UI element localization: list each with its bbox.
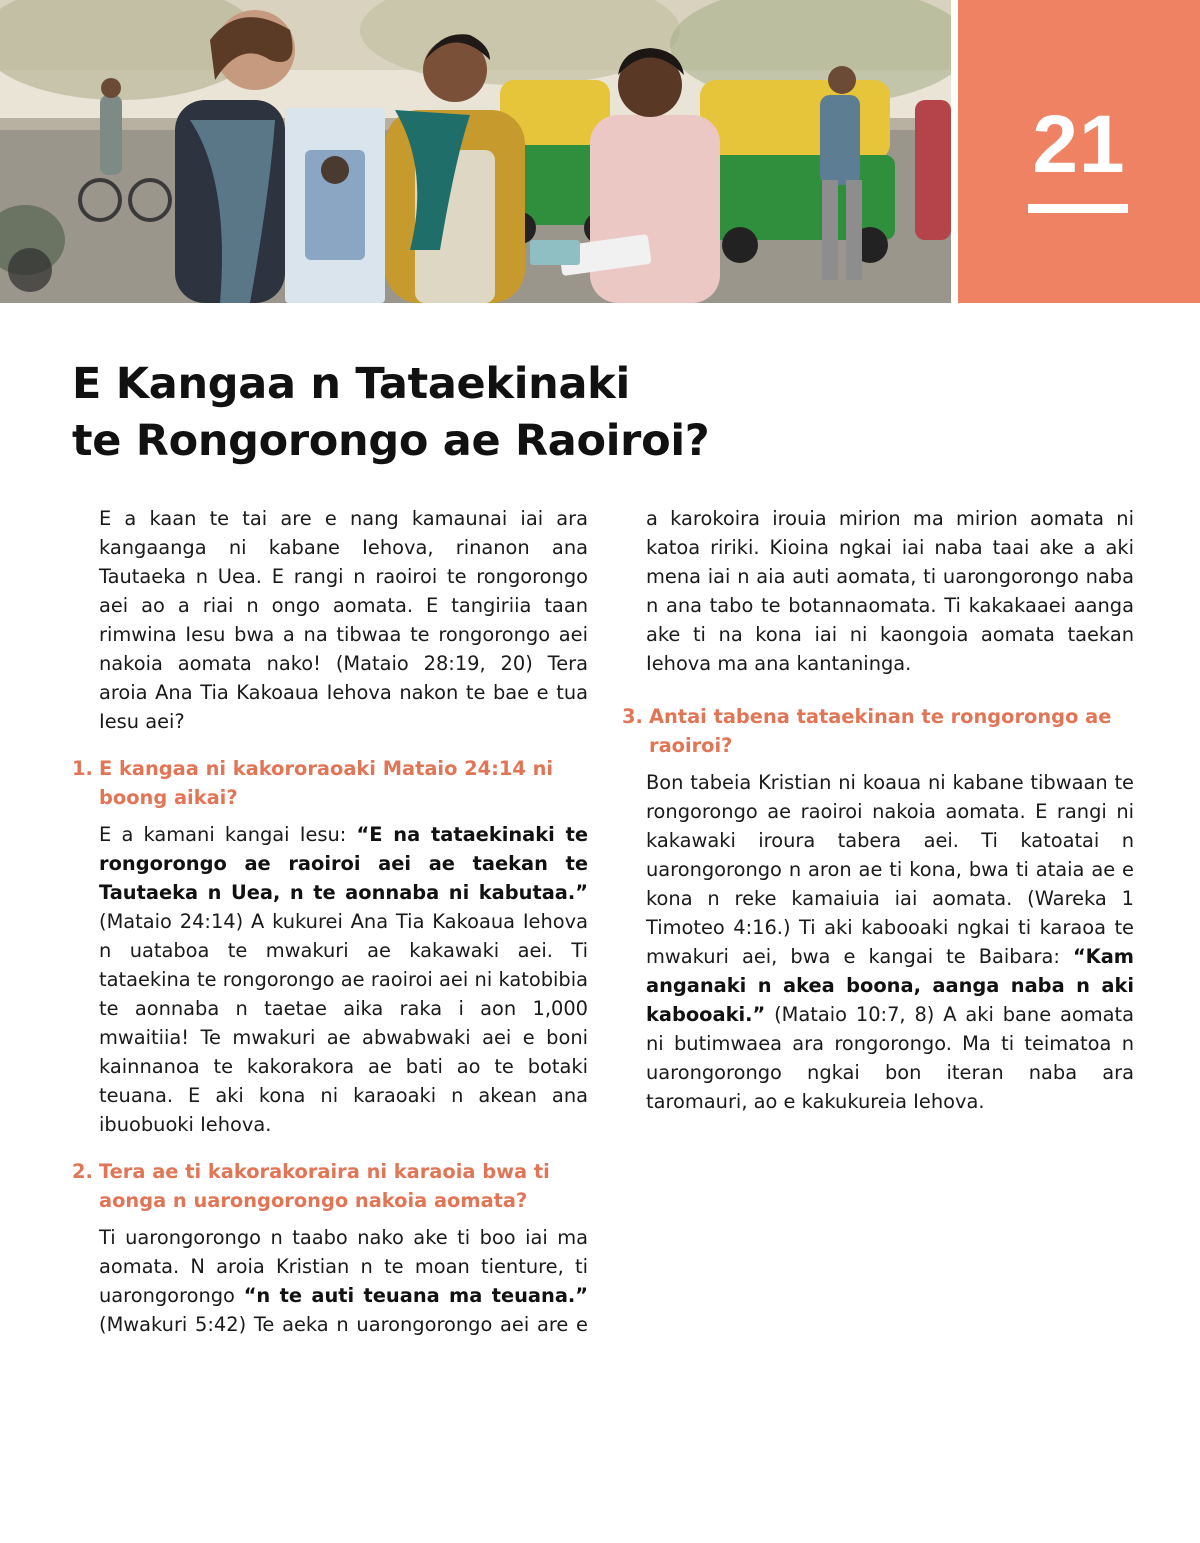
section-3-text-b: (Mataio 10:7, 8) A aki bane aomata ni butimwaea ara rongorongo. Ma ti teimatoa n uarongorongo ngkai bon iteran naba ara taromauri, ao e kakukureia Iehova. (646, 1003, 1134, 1113)
section-2-continuation-text: a karokoira irouia mirion ma mirion aomata ni katoa ririki. Kioina ngkai iai naba taai ake a aki mena iai n aia auti aomata, ti uarongorongo naba n ana tabo te botannaomata. Ti kakakaaei aanga ake ti na kona iai ni kaongoia aomata taekan Iehova ma ana kantaninga. (646, 507, 1134, 675)
right-column (622, 504, 1134, 1116)
section-1-paragraph (72, 820, 588, 1139)
section-1-text-b: (Mataio 24:14) A kukurei Ana Tia Kakoaua Iehova n uataboa te mwakuri ae kakawaki aei. Ti tataekina te rongorongo ae raoiroi aei ni katobibia te aonnaba n taetae aika raka i aon 1,000 mwaitiia! Te mwakuri ae abwabwaki aei e boni kainnanoa te kakorakora ae bati ao te botaki teuana. E aki kona ni karaoaki n akean ana ibuobuoki Iehova. (99, 910, 588, 1136)
section-2-text-a: Ti uarongorongo n taabo nako ake ti boo iai ma aomata. N aroia Kristian n te moan tienture, ti uarongorongo (99, 1226, 588, 1307)
section-1-question (72, 754, 588, 812)
left-column (72, 504, 588, 1339)
title-line-2: te Rongorongo ae Raoiroi? (72, 416, 710, 466)
section-2-text-b: (Mwakuri 5:42) Te aeka n uarongorongo aei are e (99, 1313, 588, 1336)
section-3-number: 3. (622, 705, 643, 728)
section-2-continuation (622, 504, 1134, 678)
lesson-number: 21 (1032, 99, 1126, 190)
section-3-question (622, 702, 1134, 760)
section-2-number: 2. (72, 1160, 93, 1183)
section-3-text-a: Bon tabeia Kristian ni koaua ni kabane tibwaan te rongorongo ae raoiroi nakoia aomata. E rangi ni kakawaki iroura tabera aei. Ti katoatai n uarongorongo n aron ae ti kona, bwa ti ataia ae e kona n reke kamaiuia iai aomata. (Wareka 1 Timoteo 4:16.) Ti aki kabooaki ngkai ti karaoa te mwakuri aei, bwa e kangai te Baibara: (646, 771, 1134, 968)
title-line-1: E Kangaa n Tataekinaki (72, 359, 630, 409)
section-1-quote: “E na tataekinaki te rongorongo ae raoiroi aei ae taekan te Tautaeka n Uea, n te aonnaba ni kabutaa.” (99, 823, 588, 904)
section-2-question-text: Tera ae ti kakorakoraira ni karaoia bwa ti aonga n uarongorongo nakoia aomata? (99, 1160, 550, 1212)
section-1-question-text: E kangaa ni kakororaoaki Mataio 24:14 ni boong aikai? (99, 757, 554, 809)
street-scene-image (0, 0, 951, 303)
section-3-paragraph (622, 768, 1134, 1116)
section-2-quote: “n te auti teuana ma teuana.” (243, 1284, 588, 1307)
header-photo (0, 0, 951, 303)
lesson-number-underline (1028, 204, 1128, 213)
intro-paragraph: E a kaan te tai are e nang kamaunai iai ara kangaanga ni kabane Iehova, rinanon ana Tautaeka n Uea. E rangi n raoiroi te rongorongo aei ao a riai n ongo aomata. E tangiriia taan rimwina Iesu bwa a na tibwaa te rongorongo aei nakoia aomata nako! (Mataio 28:19, 20) Tera aroia Ana Tia Kakoaua Iehova nakon te bae e tua Iesu aei? (99, 507, 588, 733)
section-3-quote: “Kam anganaki n akea boona, aanga naba n aki kabooaki.” (646, 945, 1134, 1026)
section-1-number: 1. (72, 757, 93, 780)
section-1-text-a: E a kamani kangai Iesu: (99, 823, 357, 846)
page-title (72, 356, 932, 470)
section-2-question (72, 1157, 588, 1215)
lesson-number-badge (958, 0, 1200, 303)
section-2-paragraph (72, 1223, 588, 1339)
section-3-question-text: Antai tabena tataekinan te rongorongo ae raoiroi? (649, 705, 1112, 757)
